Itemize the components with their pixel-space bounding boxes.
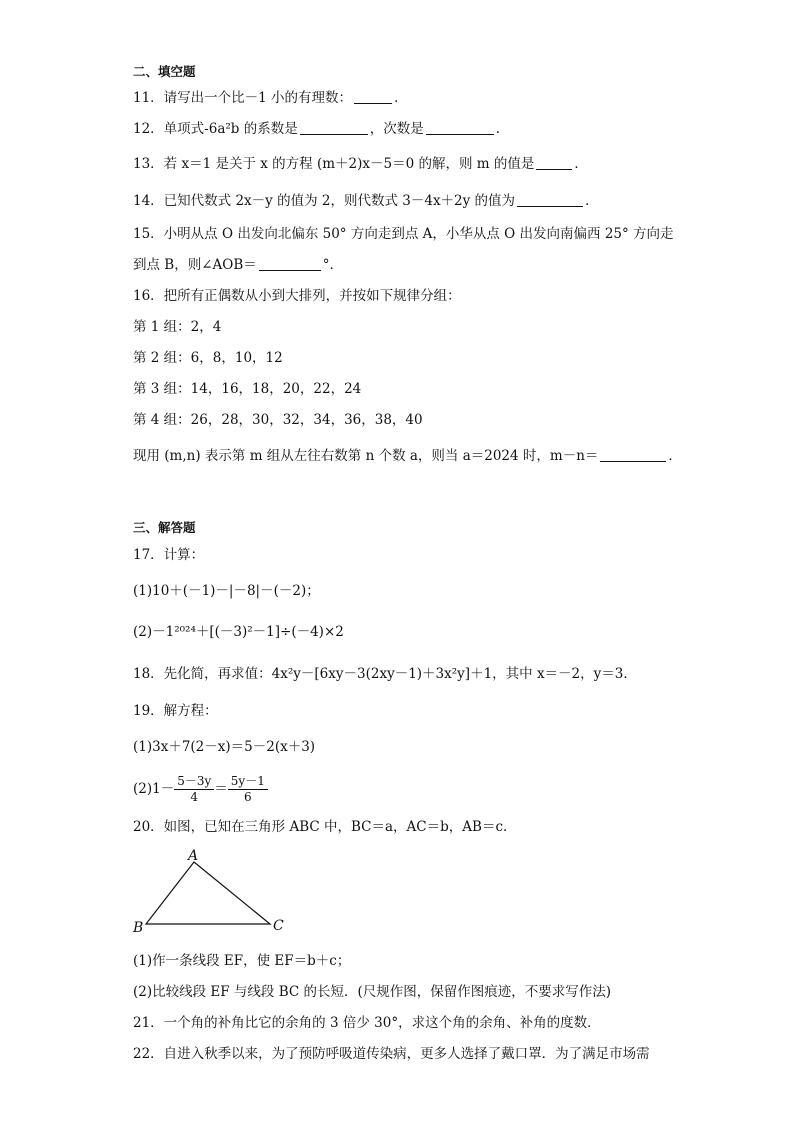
question-12: 12．单项式-6a²b 的系数是 ，次数是 ． [133, 121, 510, 137]
vertex-label-a: A [188, 848, 199, 864]
answer-blank[interactable] [536, 155, 572, 170]
vertex-label-c: C [273, 918, 284, 934]
question-17-part-2: (2)－1²⁰²⁴＋[(－3)²－1]÷(－4)×2 [133, 624, 344, 640]
fraction-left: $\frac{5-3y}{4}$ [174, 774, 214, 805]
question-19-part-2: (2)1－ $\frac{5-3y}{4}$ ＝ $\frac{5y-1}{6}$ [133, 772, 694, 806]
answer-blank[interactable] [600, 447, 666, 462]
question-16-intro: 16．把所有正偶数从小到大排列，并按如下规律分组： [133, 288, 461, 304]
section-heading-solutions: 三、解答题 [133, 520, 196, 535]
section-heading-fill-in: 二、填空题 [133, 64, 196, 79]
question-19: 19．解方程： [133, 703, 218, 719]
question-21: 21．一个角的补角比它的余角的 3 倍少 30°，求这个角的余角、补角的度数． [133, 1015, 601, 1031]
question-20-part-2: (2)比较线段 EF 与线段 BC 的长短．(尺规作图，保留作图痕迹，不要求写作法) [133, 984, 612, 1000]
question-17-part-1: (1)10＋(－1)－|－8|－(－2)； [133, 583, 320, 599]
answer-blank[interactable] [354, 89, 392, 104]
fraction-right: $\frac{5y-1}{6}$ [228, 774, 268, 805]
triangle-abc-figure [128, 846, 298, 936]
question-17: 17．计算： [133, 547, 205, 563]
answer-blank[interactable] [300, 120, 368, 135]
question-16-final: 现用 (m,n) 表示第 m 组从左往右数第 n 个数 a，则当 a＝2024 时，m－n＝ ． [133, 448, 682, 464]
question-16-group-3: 第 3 组：14，16，18，20，22，24 [133, 381, 362, 397]
question-11: 11．请写出一个比－1 小的有理数： ． [133, 90, 408, 106]
question-19-part-1: (1)3x＋7(2－x)＝5－2(x＋3) [133, 739, 316, 755]
answer-blank[interactable] [259, 256, 321, 271]
answer-blank[interactable] [426, 120, 494, 135]
question-18: 18．先化简，再求值：4x²y－[6xy－3(2xy－1)＋3x²y]＋1，其中 x＝－2，y＝3． [133, 666, 637, 682]
question-16-group-1: 第 1 组：2，4 [133, 319, 222, 335]
triangle-abc [146, 862, 270, 924]
question-14: 14．已知代数式 2x－y 的值为 2，则代数式 3－4x＋2y 的值为 ． [133, 193, 599, 209]
question-20-part-1: (1)作一条线段 EF，使 EF＝b＋c； [133, 953, 351, 969]
question-16-group-2: 第 2 组：6，8，10，12 [133, 350, 283, 366]
question-20: 20．如图，已知在三角形 ABC 中，BC＝a，AC＝b，AB＝c． [133, 819, 517, 835]
question-15-line-1: 15．小明从点 O 出发向北偏东 50° 方向走到点 A，小华从点 O 出发向南偏西 25° 方向走 [133, 226, 674, 242]
question-13: 13．若 x＝1 是关于 x 的方程 (m＋2)x－5＝0 的解，则 m 的值是 ． [133, 156, 588, 172]
answer-blank[interactable] [517, 192, 583, 207]
vertex-label-b: B [133, 920, 144, 936]
question-22: 22．自进入秋季以来，为了预防呼吸道传染病，更多人选择了戴口罩．为了满足市场需 [133, 1046, 650, 1062]
question-16-group-4: 第 4 组：26，28，30，32，34，36，38，40 [133, 412, 423, 428]
question-15-line-2: 到点 B，则∠AOB＝ °． [133, 257, 344, 273]
